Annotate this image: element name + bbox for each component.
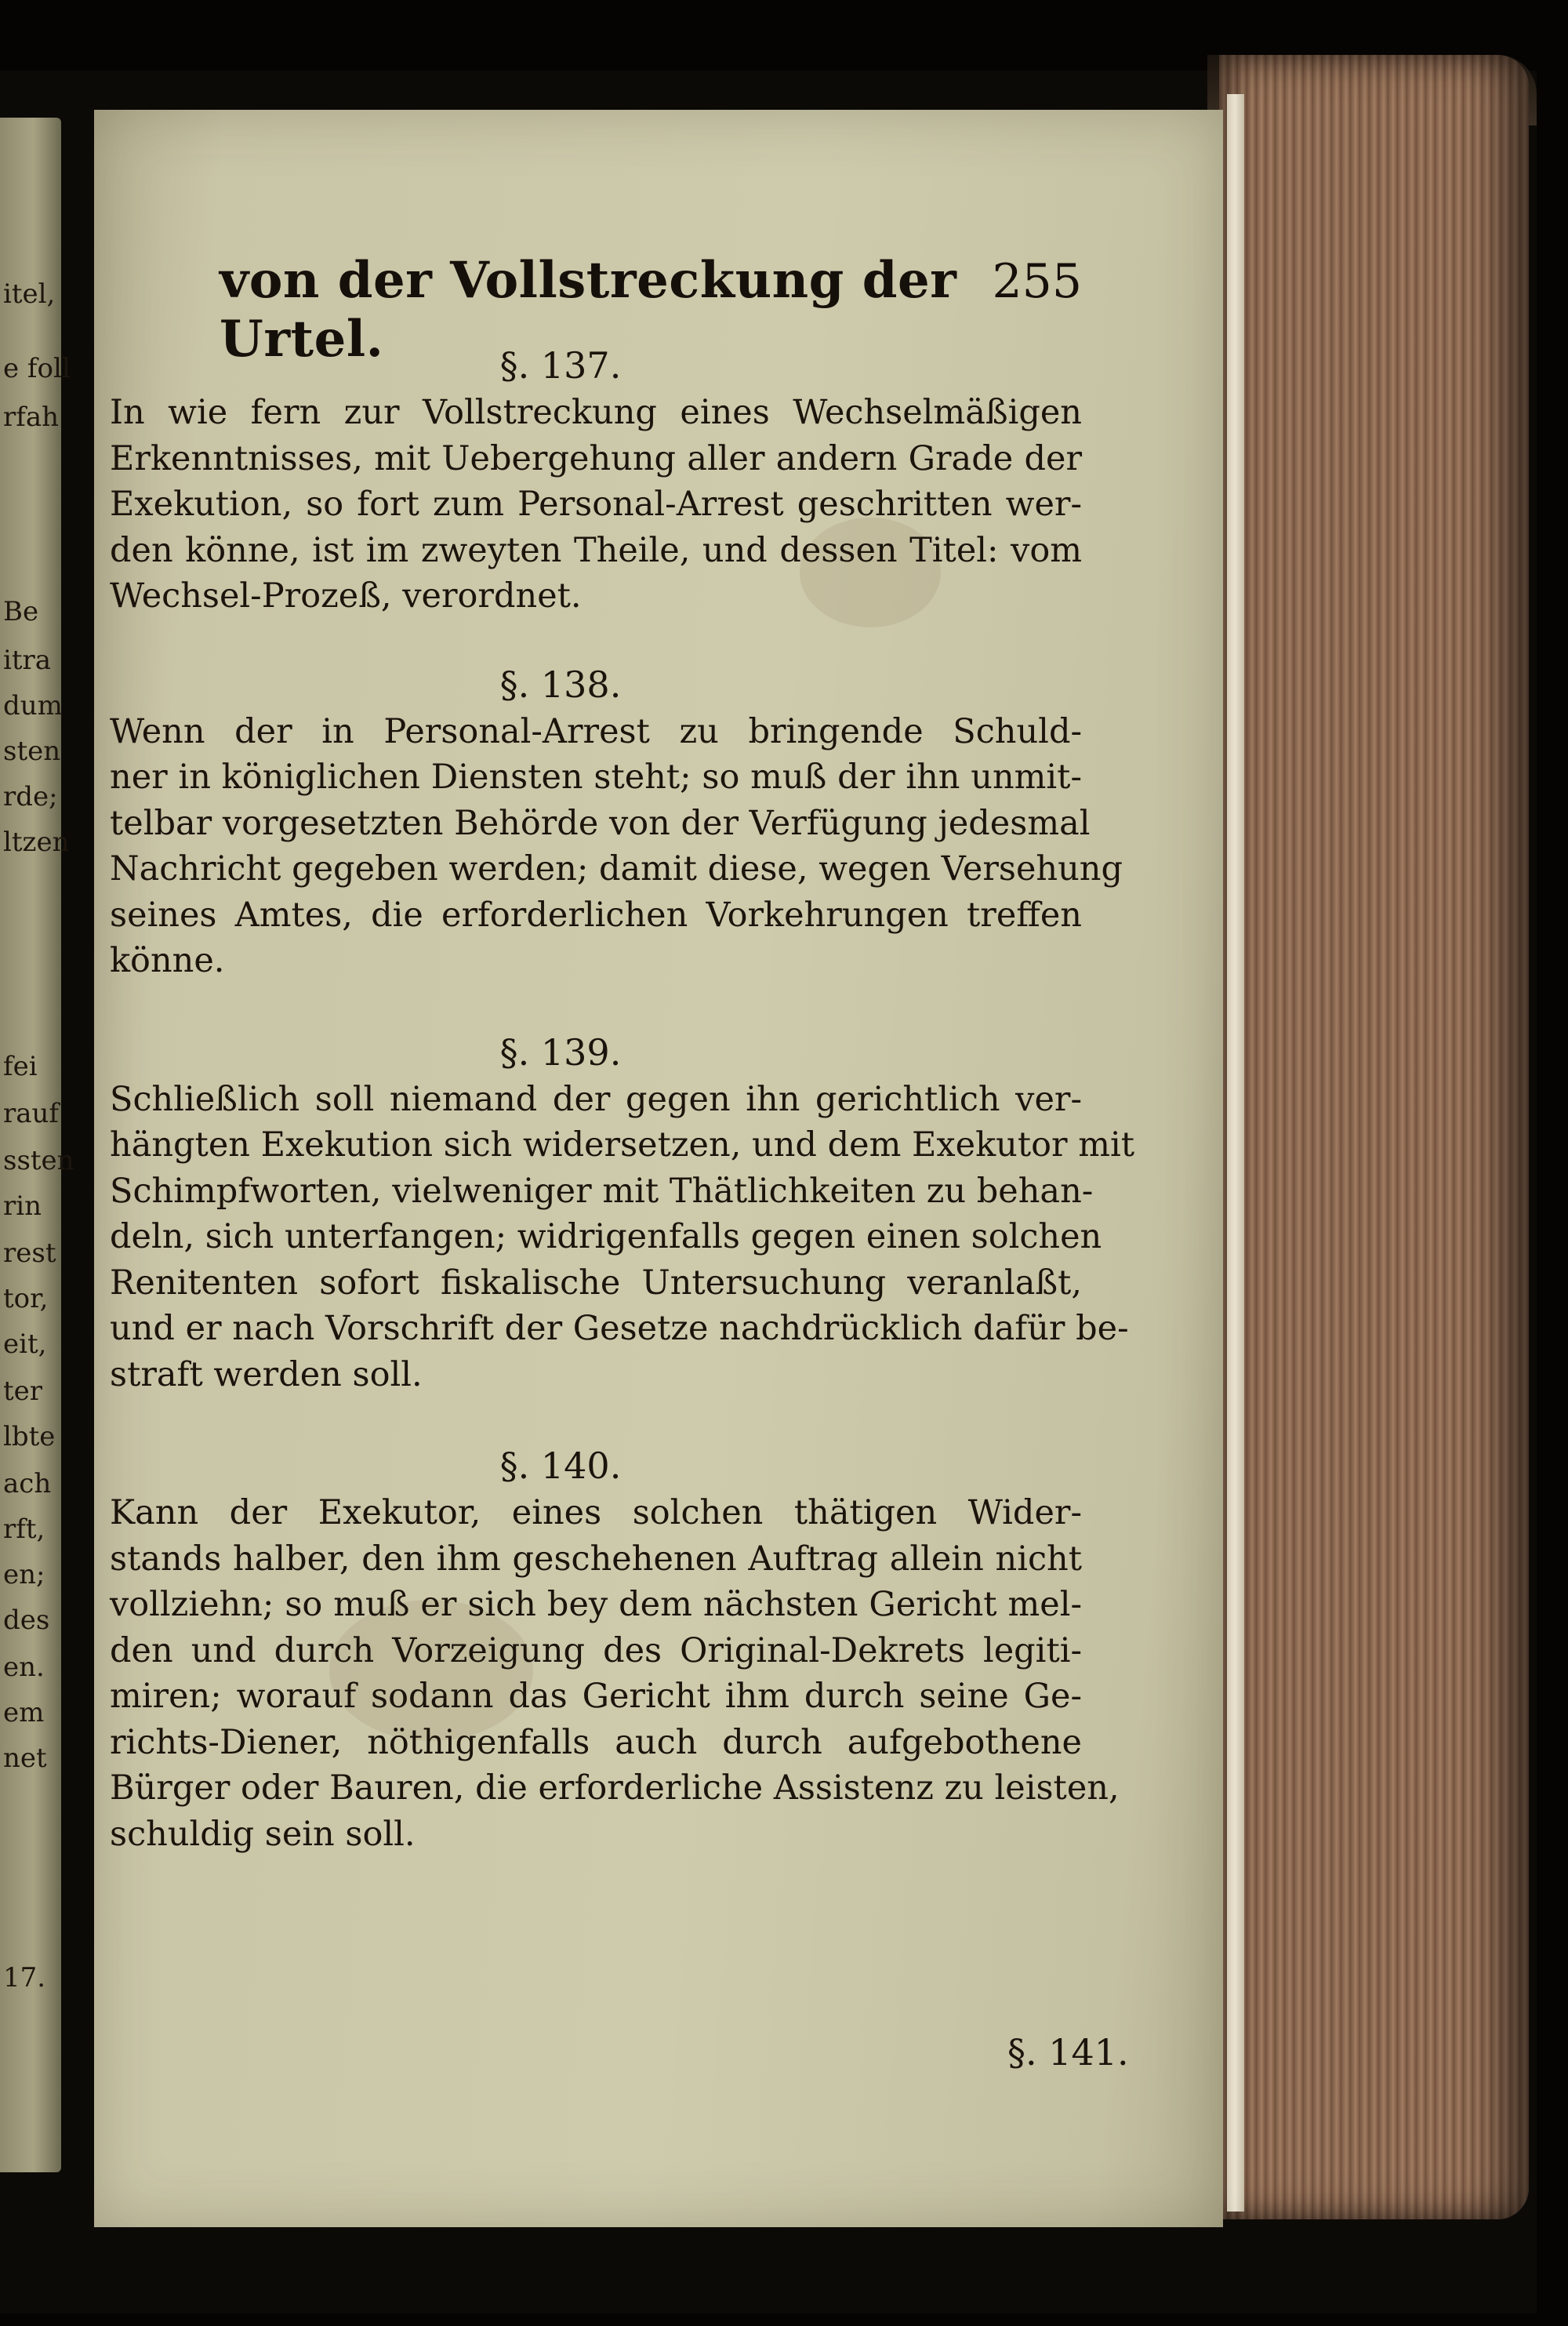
text-line: stands halber, den ihm geschehenen Auftrag allein nicht: [110, 1539, 1082, 1579]
text-line: Schließlich soll niemand der gegen ihn gerichtlich ver-: [110, 1079, 1082, 1119]
paragraph: [86, 1077, 1135, 1398]
text-line: Bürger oder Bauren, die erforderliche Assistenz zu leisten,: [110, 1768, 1120, 1808]
left-page-fragment: en;: [3, 1559, 45, 1590]
left-page-fragment: en.: [3, 1652, 45, 1683]
text-line: vollziehn; so muß er sich bey dem nächsten Gericht mel-: [110, 1585, 1082, 1624]
left-page-fragment: ssten: [3, 1145, 74, 1176]
left-page-fragment: itra: [3, 645, 52, 676]
text-line: und er nach Vorschrift der Gesetze nachdrücklich dafür be-: [110, 1309, 1129, 1348]
page-ribbon-edge: [1227, 94, 1244, 2212]
left-page-fragment: ltzen: [3, 827, 70, 858]
page-number: 255: [992, 254, 1082, 309]
text-line: hängten Exekution sich widersetzen, und dem Exekutor mit: [110, 1125, 1135, 1165]
section-heading: §. 140.: [499, 1445, 622, 1487]
left-page-fragment: rft,: [3, 1514, 45, 1545]
left-page-fragment: ach: [3, 1468, 52, 1499]
text-line: Erkenntnisses, mit Uebergehung aller andern Grade der: [110, 438, 1082, 478]
text-line: telbar vorgesetzten Behörde von der Verfügung jedesmal: [110, 803, 1091, 843]
left-page-edge: [0, 118, 74, 2172]
paragraph: [86, 1490, 1120, 1857]
text-line: den und durch Vorzeigung des Original-Dekrets legiti-: [110, 1630, 1082, 1670]
catchword: §. 141.: [1007, 2031, 1129, 2073]
left-page-fragment: dum: [3, 690, 63, 721]
text-line: deln, sich unterfangen; widrigenfalls gegen einen solchen: [110, 1217, 1102, 1256]
paragraph: [86, 390, 1082, 620]
left-page-fragment: 17.: [3, 1962, 46, 1993]
right-page: [94, 110, 1223, 2227]
paragraph: [86, 709, 1123, 984]
left-page-fragment: rauf: [3, 1098, 60, 1129]
left-page-fragment: des: [3, 1605, 50, 1636]
text-line: Nachricht gegeben werden; damit diese, wegen Versehung: [110, 849, 1123, 889]
text-line: miren; worauf sodann das Gericht ihm durch seine Ge-: [110, 1677, 1082, 1716]
left-page-fragment: fei: [3, 1051, 38, 1082]
left-page-fragment: rin: [3, 1190, 42, 1222]
section-heading: §. 139.: [499, 1030, 622, 1074]
left-page-fragment: Be: [3, 596, 39, 627]
text-line: Wenn der in Personal-Arrest zu bringende Schuld-: [110, 711, 1082, 751]
left-page-fragment: eit,: [3, 1328, 47, 1360]
left-page-fragment: sten: [3, 736, 61, 767]
text-line: Schimpfworten, vielweniger mit Thätlichkeiten zu behan-: [110, 1171, 1094, 1211]
text-line: schuldig sein soll.: [110, 1814, 416, 1854]
left-page-fragment: rde;: [3, 781, 58, 812]
left-page-fragment: em: [3, 1697, 45, 1728]
text-line: Exekution, so fort zum Personal-Arrest geschritten wer-: [110, 485, 1082, 524]
text-line: In wie fern zur Vollstreckung eines Wechselmäßigen: [110, 393, 1082, 432]
text-line: könne.: [110, 941, 225, 980]
text-line: Renitenten sofort fiskalische Untersuchung veranlaßt,: [110, 1263, 1082, 1303]
text-line: Wechsel-Prozeß, verordnet.: [110, 576, 582, 616]
left-page-fragment: net: [3, 1743, 47, 1774]
text-line: den könne, ist im zweyten Theile, und dessen Titel: vom: [110, 530, 1082, 570]
text-line: straft werden soll.: [110, 1354, 423, 1394]
left-page-fragment: lbte: [3, 1421, 56, 1452]
text-line: richts-Diener, nöthigenfalls auch durch aufgebothene: [110, 1722, 1082, 1762]
left-page-fragment: itel,: [3, 278, 56, 310]
section-heading: §. 138.: [499, 663, 622, 706]
running-title: von der Vollstreckung der Urtel.: [220, 251, 957, 369]
text-line: seines Amtes, die erforderlichen Vorkehrungen treffen: [110, 895, 1082, 935]
text-line: ner in königlichen Diensten steht; so muß der ihn unmit-: [110, 758, 1082, 797]
left-page-fragment: e foll: [3, 353, 71, 384]
page-fore-edge: [1219, 55, 1529, 2219]
left-page-fragment: ter: [3, 1376, 43, 1407]
left-page-fragment: rfah: [3, 402, 60, 433]
text-line: Kann der Exekutor, eines solchen thätigen Wider-: [110, 1493, 1082, 1532]
body-text: [86, 341, 1135, 1857]
left-page-fragment: rest: [3, 1238, 56, 1269]
left-page-fragment: tor,: [3, 1283, 49, 1314]
section-heading: §. 137.: [499, 344, 622, 387]
